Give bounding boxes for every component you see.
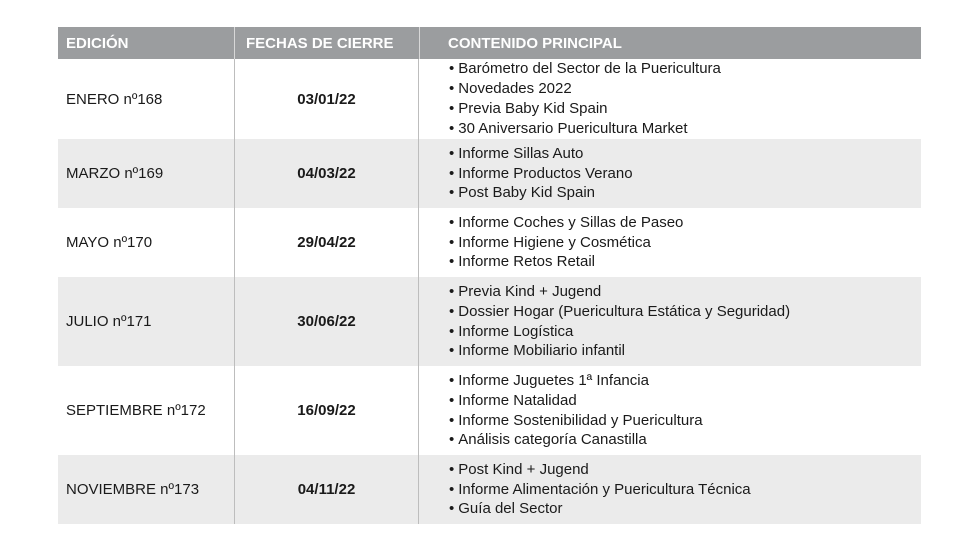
table-row [58, 366, 921, 455]
content-cell [419, 208, 921, 277]
content-list [449, 282, 790, 361]
table-row [58, 277, 921, 366]
content-cell [419, 366, 921, 455]
table-row [58, 208, 921, 277]
content-list [449, 460, 751, 519]
list-item: • Dossier Hogar (Puericultura Estática y Seguridad) [449, 302, 790, 322]
closing-date-cell: 04/11/22 [234, 455, 419, 524]
edition-cell: MARZO nº169 [66, 165, 164, 182]
closing-date-cell: 16/09/22 [234, 366, 419, 455]
edition-cell: SEPTIEMBRE nº172 [66, 402, 206, 419]
list-item: • Barómetro del Sector de la Puericultura [449, 59, 721, 79]
editorial-calendar-table [58, 27, 921, 524]
table-row [58, 455, 921, 524]
edition-cell: ENERO nº168 [66, 90, 163, 108]
header-contenido-principal: CONTENIDO PRINCIPAL [419, 27, 921, 59]
list-item: • Informe Higiene y Cosmética [449, 233, 683, 253]
list-item: • Post Kind + Jugend [449, 460, 751, 480]
table-row [58, 59, 921, 139]
content-cell [419, 277, 921, 366]
list-item: • 30 Aniversario Puericultura Market [449, 119, 721, 139]
closing-date-cell: 29/04/22 [234, 208, 419, 277]
content-cell [419, 139, 921, 208]
list-item: • Post Baby Kid Spain [449, 183, 633, 203]
edition-cell: MAYO nº170 [66, 234, 153, 251]
list-item: • Informe Retos Retail [449, 252, 683, 272]
content-list [449, 213, 683, 272]
table-row [58, 139, 921, 208]
content-list [449, 59, 721, 138]
list-item: • Previa Kind + Jugend [449, 282, 790, 302]
list-item: • Previa Baby Kid Spain [449, 99, 721, 119]
header-edicion: EDICIÓN [66, 34, 129, 52]
list-item: • Guía del Sector [449, 499, 751, 519]
content-cell [419, 455, 921, 524]
list-item: • Informe Logística [449, 322, 790, 342]
edition-cell: JULIO nº171 [66, 313, 152, 330]
table-body [58, 59, 921, 524]
content-cell [419, 59, 921, 139]
table-header [58, 27, 921, 59]
list-item: • Novedades 2022 [449, 79, 721, 99]
list-item: • Informe Productos Verano [449, 164, 633, 184]
edition-cell: NOVIEMBRE nº173 [66, 481, 200, 498]
content-list [449, 144, 633, 203]
header-fechas-de-cierre: FECHAS DE CIERRE [234, 27, 419, 59]
closing-date-cell: 03/01/22 [234, 59, 419, 139]
closing-date-cell: 30/06/22 [234, 277, 419, 366]
list-item: • Informe Sillas Auto [449, 144, 633, 164]
list-item: • Informe Juguetes 1ª Infancia [449, 371, 703, 391]
list-item: • Informe Alimentación y Puericultura Técnica [449, 480, 751, 500]
content-list [449, 371, 703, 450]
list-item: • Informe Mobiliario infantil [449, 341, 790, 361]
list-item: • Informe Natalidad [449, 391, 703, 411]
list-item: • Informe Sostenibilidad y Puericultura [449, 411, 703, 431]
list-item: • Informe Coches y Sillas de Paseo [449, 213, 683, 233]
closing-date-cell: 04/03/22 [234, 139, 419, 208]
list-item: • Análisis categoría Canastilla [449, 430, 703, 450]
